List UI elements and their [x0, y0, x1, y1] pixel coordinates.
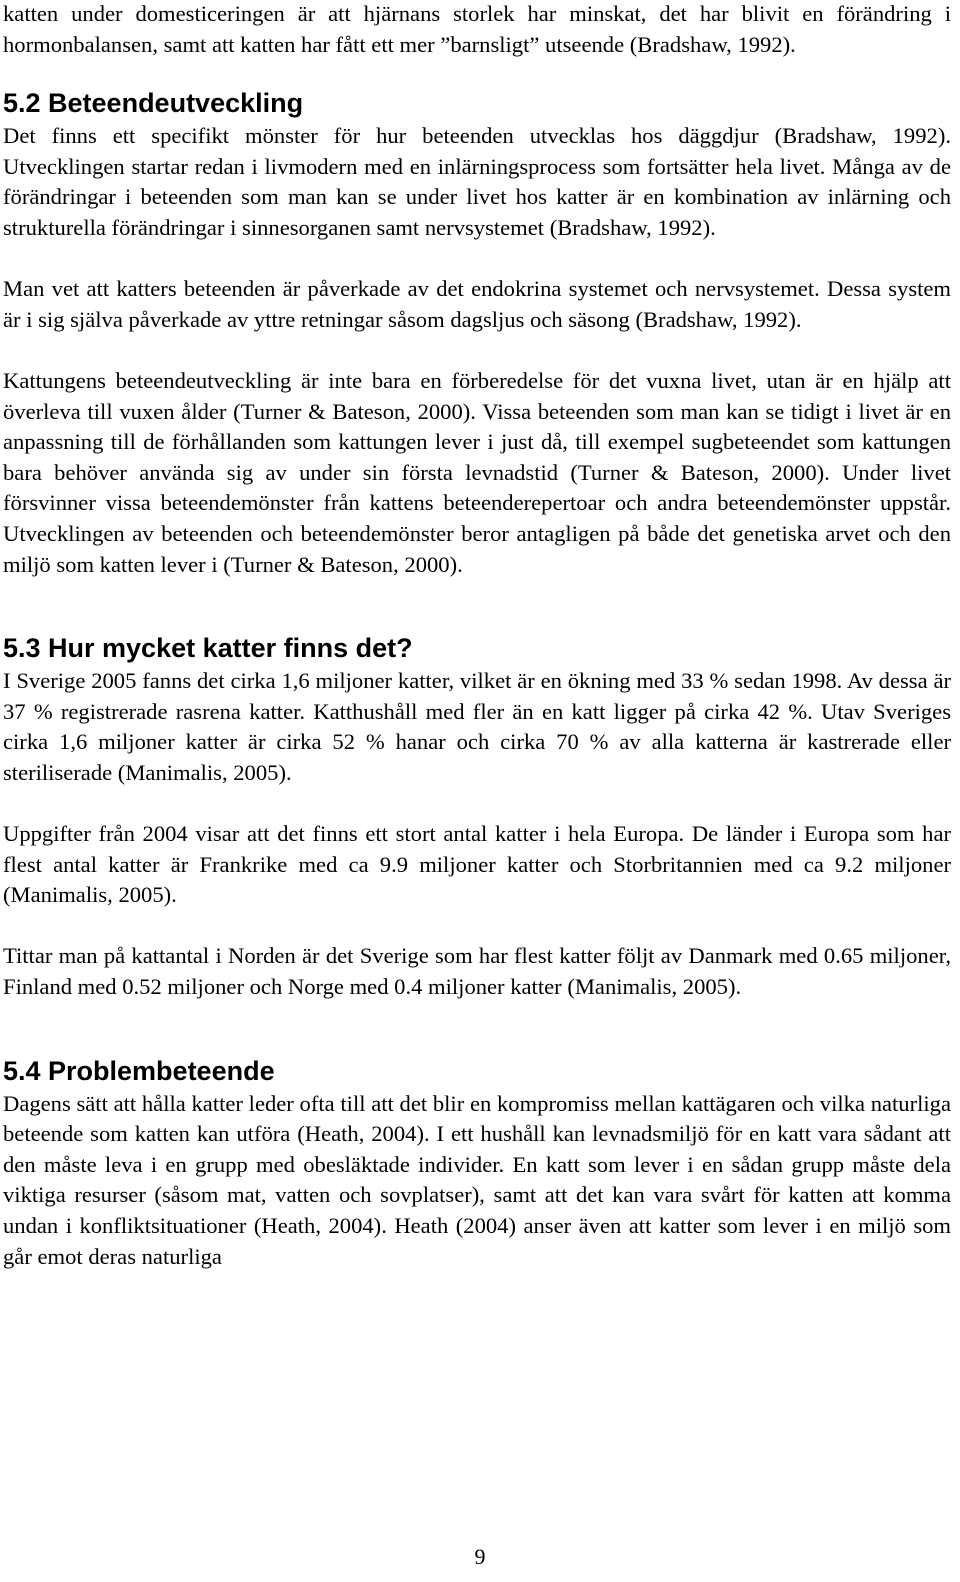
body-paragraph: Dagens sätt att hålla katter leder ofta till att det blir en kompromiss mellan kattägaren och vilka naturliga beteende som katten kan utföra (Heath, 2004). I ett hushåll kan levnadsmiljö för en katt vara sådant att den måste leva i en grupp med obesläktade individer. En katt som lever i en sådan grupp måste dela viktiga resurser (såsom mat, vatten och sovplatser), samt att det kan vara svårt för katten att komma undan i konfliktsituationer (Heath, 2004). Heath (2004) anser även att katter som lever i en miljö som går emot deras naturliga: [3, 1090, 951, 1269]
section-heading: 5.2 Beteendeutveckling: [3, 88, 304, 119]
section-beteendeutveckling: [3, 85, 951, 580]
body-paragraph: Kattungens beteendeutveckling är inte bara en förberedelse för det vuxna livet, utan är en hjälp att överleva till vuxen ålder (Turner & Bateson, 2000). Vissa beteenden som man kan se tidigt i livet är en anpassning till de förhållanden som kattungen lever i just då, till exempel sugbeteendet som kattungen bara behöver använda sig av under sin första levnadstid (Turner & Bateson, 2000). Under livet försvinner vissa beteendemönster från kattens beteenderepertoar och andra beteendemönster uppstår. Utvecklingen av beteenden och beteendemönster beror antagligen på både det genetiska arvet och den miljö som katten lever i (Turner & Bateson, 2000).: [3, 367, 951, 577]
intro-paragraph: katten under domesticeringen är att hjärnans storlek har minskat, det har blivit en förändring i hormonbalansen, samt att katten har fått ett mer ”barnsligt” utseende (Bradshaw, 1992).: [3, 1, 951, 57]
body-paragraph: Tittar man på kattantal i Norden är det Sverige som har flest katter följt av Danmark med 0.65 miljoner, Finland med 0.52 miljoner och Norge med 0.4 miljoner katter (Manimalis, 2005).: [3, 943, 951, 1000]
page-number: 9: [474, 1544, 486, 1569]
section-problembeteende: [3, 1053, 951, 1273]
page-content: [3, 0, 951, 1272]
body-paragraph: Man vet att katters beteenden är påverkade av det endokrina systemet och nervsystemet. Dessa system är i sig själva påverkade av yttre retningar såsom dagsljus och säsong (Bradshaw, 1992).: [3, 276, 951, 332]
body-paragraph: Det finns ett specifikt mönster för hur beteenden utvecklas hos däggdjur (Bradshaw, 1992). Utvecklingen startar redan i livmodern med en inlärningsprocess som fortsätter hela livet. Många av de förändringar i beteenden som man kan se under livet hos katter är en kombination av inlärning och strukturella förändringar i sinnesorganen samt nervsystemet (Bradshaw, 1992).: [3, 123, 951, 240]
body-paragraph: Uppgifter från 2004 visar att det finns ett stort antal katter i hela Europa. De länder i Europa som har flest antal katter är Frankrike med ca 9.9 miljoner katter och Storbritannien med ca 9.2 miljoner (Manimalis, 2005).: [3, 821, 951, 908]
section-heading: 5.3 Hur mycket katter finns det?: [3, 633, 413, 664]
body-paragraph: I Sverige 2005 fanns det cirka 1,6 miljoner katter, vilket är en ökning med 33 % sedan 1998. Av dessa är 37 % registrerade rasrena katter. Katthushåll med fler än en katt ligger på cirka 42 %. Utav Sveriges cirka 1,6 miljoner katter är cirka 52 % hanar och cirka 70 % av alla katterna är kastrerade eller steriliserade (Manimalis, 2005).: [3, 668, 951, 785]
section-heading: 5.4 Problembeteende: [3, 1055, 275, 1086]
section-hur-mycket-katter: [3, 630, 951, 1003]
